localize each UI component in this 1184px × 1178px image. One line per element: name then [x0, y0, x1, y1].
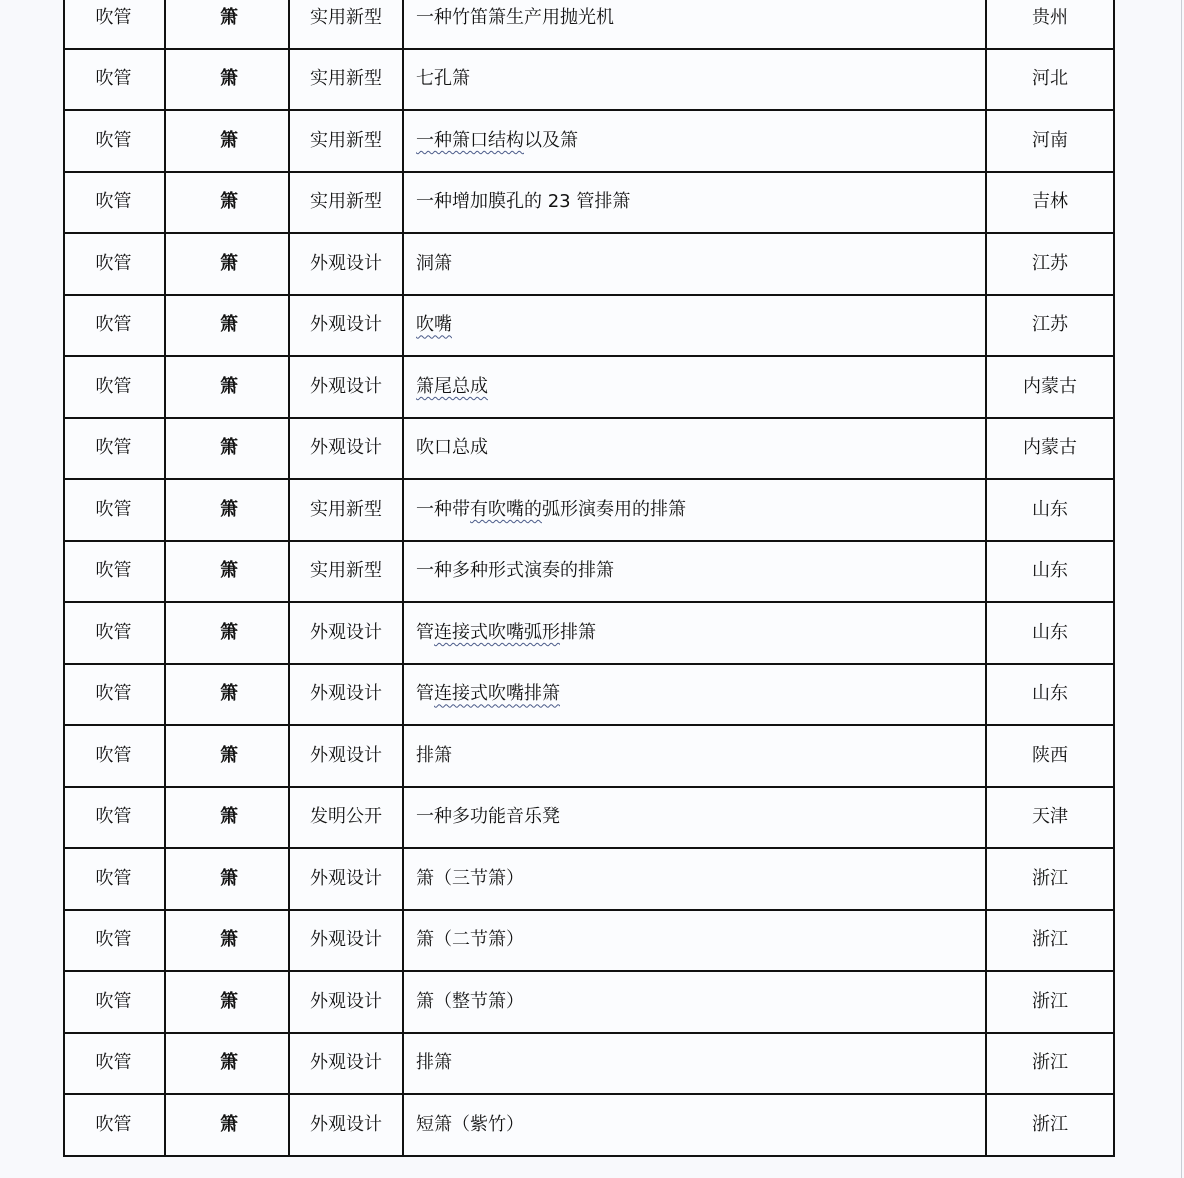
patent-type-cell	[289, 971, 403, 1033]
patent-type-text: 实用新型	[310, 191, 382, 213]
region-cell	[986, 1094, 1114, 1156]
patent-type-text: 实用新型	[310, 6, 382, 28]
patent-title-cell	[403, 848, 986, 910]
table-row	[64, 1033, 1114, 1095]
region-text: 山东	[1032, 560, 1068, 582]
region-cell	[986, 49, 1114, 111]
region-text: 江苏	[1032, 252, 1068, 274]
table-row	[64, 787, 1114, 849]
patent-type-text: 外观设计	[310, 990, 382, 1012]
instrument-cell	[165, 541, 289, 603]
table-row	[64, 418, 1114, 480]
instrument-cell	[165, 787, 289, 849]
spellcheck-underlined-text: 一种箫口结构	[416, 129, 524, 151]
patent-type-cell	[289, 787, 403, 849]
table-row	[64, 910, 1114, 972]
region-text: 贵州	[1032, 6, 1068, 28]
instrument-cell	[165, 602, 289, 664]
table-row	[64, 233, 1114, 295]
patent-type-text: 外观设计	[310, 1052, 382, 1074]
region-text: 吉林	[1032, 191, 1068, 213]
region-text: 内蒙古	[1023, 437, 1077, 459]
patent-type-text: 外观设计	[310, 375, 382, 397]
patent-type-cell	[289, 418, 403, 480]
patent-type-cell	[289, 1033, 403, 1095]
patent-title-cell	[403, 49, 986, 111]
region-cell	[986, 725, 1114, 787]
category-text: 吹管	[95, 68, 132, 90]
instrument-cell	[165, 664, 289, 726]
patent-type-text: 实用新型	[310, 129, 382, 151]
instrument-cell	[165, 172, 289, 234]
title-text: 洞箫	[416, 252, 452, 274]
region-cell	[986, 418, 1114, 480]
patent-type-cell	[289, 910, 403, 972]
patent-type-cell	[289, 725, 403, 787]
patent-type-cell	[289, 602, 403, 664]
instrument-text: 箫	[220, 990, 238, 1012]
category-cell	[64, 1033, 165, 1095]
spellcheck-underlined-text: 有吹嘴的	[470, 498, 542, 520]
patent-type-cell	[289, 848, 403, 910]
category-text: 吹管	[95, 560, 132, 582]
table-row	[64, 971, 1114, 1033]
region-text: 山东	[1032, 621, 1068, 643]
region-text: 浙江	[1032, 1113, 1068, 1135]
spellcheck-underlined-text: 箫尾总成	[416, 375, 488, 397]
title-text: 箫（整节箫）	[416, 990, 524, 1012]
title-text: 吹口总成	[416, 437, 488, 459]
title-text-rest: 排箫	[560, 621, 596, 643]
patent-type-cell	[289, 356, 403, 418]
patent-type-text: 外观设计	[310, 314, 382, 336]
instrument-cell	[165, 910, 289, 972]
region-cell	[986, 356, 1114, 418]
table-row	[64, 0, 1114, 49]
patent-title-cell	[403, 541, 986, 603]
patent-type-text: 外观设计	[310, 683, 382, 705]
region-cell	[986, 295, 1114, 357]
patent-title-cell	[403, 664, 986, 726]
category-text: 吹管	[95, 314, 132, 336]
instrument-text: 箫	[220, 252, 238, 274]
patent-type-cell	[289, 49, 403, 111]
instrument-text: 箫	[220, 68, 238, 90]
patent-type-text: 外观设计	[310, 252, 382, 274]
patent-title-cell	[403, 602, 986, 664]
patent-type-cell	[289, 0, 403, 49]
category-cell	[64, 0, 165, 49]
patent-title-cell	[403, 0, 986, 49]
instrument-cell	[165, 479, 289, 541]
patent-title-cell	[403, 1094, 986, 1156]
patent-title-cell	[403, 172, 986, 234]
region-cell	[986, 233, 1114, 295]
instrument-cell	[165, 1033, 289, 1095]
title-text: 一种带	[416, 498, 470, 520]
title-text: 排箫	[416, 1052, 452, 1074]
patent-type-cell	[289, 172, 403, 234]
category-cell	[64, 787, 165, 849]
table-row	[64, 110, 1114, 172]
category-text: 吹管	[95, 129, 132, 151]
region-text: 浙江	[1032, 929, 1068, 951]
instrument-text: 箫	[220, 6, 238, 28]
category-cell	[64, 479, 165, 541]
title-text-rest: 以及箫	[524, 129, 578, 151]
title-text-rest: 弧形演奏用的排箫	[542, 498, 686, 520]
patent-type-text: 外观设计	[310, 437, 382, 459]
title-text: 管	[416, 621, 434, 643]
patent-title-cell	[403, 725, 986, 787]
category-cell	[64, 110, 165, 172]
instrument-cell	[165, 971, 289, 1033]
region-cell	[986, 172, 1114, 234]
category-text: 吹管	[95, 1052, 132, 1074]
spellcheck-underlined-text: 吹嘴	[416, 314, 452, 336]
region-cell	[986, 664, 1114, 726]
patent-type-text: 发明公开	[310, 806, 382, 828]
instrument-text: 箫	[220, 375, 238, 397]
instrument-text: 箫	[220, 744, 238, 766]
table-row	[64, 602, 1114, 664]
instrument-text: 箫	[220, 806, 238, 828]
patent-title-cell	[403, 356, 986, 418]
category-text: 吹管	[95, 683, 132, 705]
region-cell	[986, 787, 1114, 849]
category-text: 吹管	[95, 867, 132, 889]
instrument-text: 箫	[220, 621, 238, 643]
category-cell	[64, 356, 165, 418]
region-text: 浙江	[1032, 1052, 1068, 1074]
patent-type-cell	[289, 233, 403, 295]
title-text: 一种竹笛箫生产用抛光机	[416, 6, 614, 28]
category-cell	[64, 49, 165, 111]
instrument-cell	[165, 356, 289, 418]
table-row	[64, 295, 1114, 357]
category-text: 吹管	[95, 1113, 132, 1135]
table-row	[64, 664, 1114, 726]
instrument-text: 箫	[220, 314, 238, 336]
patent-type-cell	[289, 664, 403, 726]
table-row	[64, 541, 1114, 603]
instrument-cell	[165, 295, 289, 357]
table-row	[64, 1094, 1114, 1156]
table-row	[64, 49, 1114, 111]
category-cell	[64, 541, 165, 603]
region-text: 江苏	[1032, 314, 1068, 336]
category-text: 吹管	[95, 375, 132, 397]
page-edge-divider	[1181, 0, 1182, 1178]
patent-type-text: 实用新型	[310, 560, 382, 582]
table-row	[64, 172, 1114, 234]
patent-table-body	[64, 0, 1114, 1156]
instrument-cell	[165, 418, 289, 480]
region-text: 天津	[1032, 806, 1068, 828]
category-cell	[64, 848, 165, 910]
patent-type-text: 实用新型	[310, 498, 382, 520]
patent-title-cell	[403, 787, 986, 849]
category-cell	[64, 910, 165, 972]
category-text: 吹管	[95, 191, 132, 213]
patent-type-text: 外观设计	[310, 929, 382, 951]
region-text: 山东	[1032, 498, 1068, 520]
region-cell	[986, 479, 1114, 541]
category-cell	[64, 725, 165, 787]
category-text: 吹管	[95, 252, 132, 274]
instrument-cell	[165, 49, 289, 111]
category-cell	[64, 295, 165, 357]
table-row	[64, 356, 1114, 418]
title-text: 一种增加膜孔的 23 管排箫	[416, 191, 631, 213]
instrument-cell	[165, 1094, 289, 1156]
instrument-cell	[165, 848, 289, 910]
patent-table	[63, 0, 1115, 1157]
patent-type-text: 外观设计	[310, 621, 382, 643]
patent-type-cell	[289, 541, 403, 603]
patent-type-text: 实用新型	[310, 68, 382, 90]
instrument-cell	[165, 233, 289, 295]
category-cell	[64, 602, 165, 664]
instrument-text: 箫	[220, 1052, 238, 1074]
instrument-text: 箫	[220, 191, 238, 213]
title-text: 排箫	[416, 744, 452, 766]
spellcheck-underlined-text: 连接式吹嘴弧形	[434, 621, 560, 643]
spellcheck-underlined-text: 连接式吹嘴排箫	[434, 683, 560, 705]
category-text: 吹管	[95, 437, 132, 459]
category-text: 吹管	[95, 806, 132, 828]
patent-type-cell	[289, 295, 403, 357]
instrument-text: 箫	[220, 437, 238, 459]
category-cell	[64, 1094, 165, 1156]
table-row	[64, 848, 1114, 910]
title-text: 箫（三节箫）	[416, 867, 524, 889]
region-cell	[986, 910, 1114, 972]
category-cell	[64, 664, 165, 726]
region-cell	[986, 848, 1114, 910]
patent-title-cell	[403, 971, 986, 1033]
region-cell	[986, 1033, 1114, 1095]
region-text: 河南	[1032, 129, 1068, 151]
region-cell	[986, 971, 1114, 1033]
instrument-text: 箫	[220, 683, 238, 705]
region-cell	[986, 110, 1114, 172]
region-text: 河北	[1032, 68, 1068, 90]
region-text: 陕西	[1032, 744, 1068, 766]
category-cell	[64, 233, 165, 295]
title-text: 一种多种形式演奏的排箫	[416, 560, 614, 582]
document-table-container	[63, 0, 1113, 1157]
region-cell	[986, 602, 1114, 664]
region-text: 浙江	[1032, 990, 1068, 1012]
category-text: 吹管	[95, 744, 132, 766]
patent-title-cell	[403, 295, 986, 357]
patent-title-cell	[403, 233, 986, 295]
instrument-cell	[165, 0, 289, 49]
category-cell	[64, 418, 165, 480]
category-text: 吹管	[95, 498, 132, 520]
table-row	[64, 725, 1114, 787]
region-cell	[986, 541, 1114, 603]
category-cell	[64, 971, 165, 1033]
instrument-text: 箫	[220, 129, 238, 151]
instrument-text: 箫	[220, 1113, 238, 1135]
instrument-cell	[165, 725, 289, 787]
patent-title-cell	[403, 110, 986, 172]
instrument-text: 箫	[220, 498, 238, 520]
instrument-text: 箫	[220, 929, 238, 951]
region-text: 山东	[1032, 683, 1068, 705]
category-text: 吹管	[95, 990, 132, 1012]
category-text: 吹管	[95, 6, 132, 28]
instrument-cell	[165, 110, 289, 172]
patent-title-cell	[403, 479, 986, 541]
patent-type-text: 外观设计	[310, 1113, 382, 1135]
region-text: 浙江	[1032, 867, 1068, 889]
patent-type-cell	[289, 1094, 403, 1156]
patent-title-cell	[403, 910, 986, 972]
patent-type-text: 外观设计	[310, 744, 382, 766]
table-row	[64, 479, 1114, 541]
title-text: 短箫（紫竹）	[416, 1113, 524, 1135]
title-text: 一种多功能音乐凳	[416, 806, 560, 828]
patent-type-cell	[289, 110, 403, 172]
category-text: 吹管	[95, 621, 132, 643]
patent-title-cell	[403, 1033, 986, 1095]
title-text: 箫（二节箫）	[416, 929, 524, 951]
instrument-text: 箫	[220, 560, 238, 582]
region-cell	[986, 0, 1114, 49]
category-text: 吹管	[95, 929, 132, 951]
title-text: 七孔箫	[416, 68, 470, 90]
category-cell	[64, 172, 165, 234]
patent-type-text: 外观设计	[310, 867, 382, 889]
patent-title-cell	[403, 418, 986, 480]
patent-type-cell	[289, 479, 403, 541]
region-text: 内蒙古	[1023, 375, 1077, 397]
instrument-text: 箫	[220, 867, 238, 889]
title-text: 管	[416, 683, 434, 705]
